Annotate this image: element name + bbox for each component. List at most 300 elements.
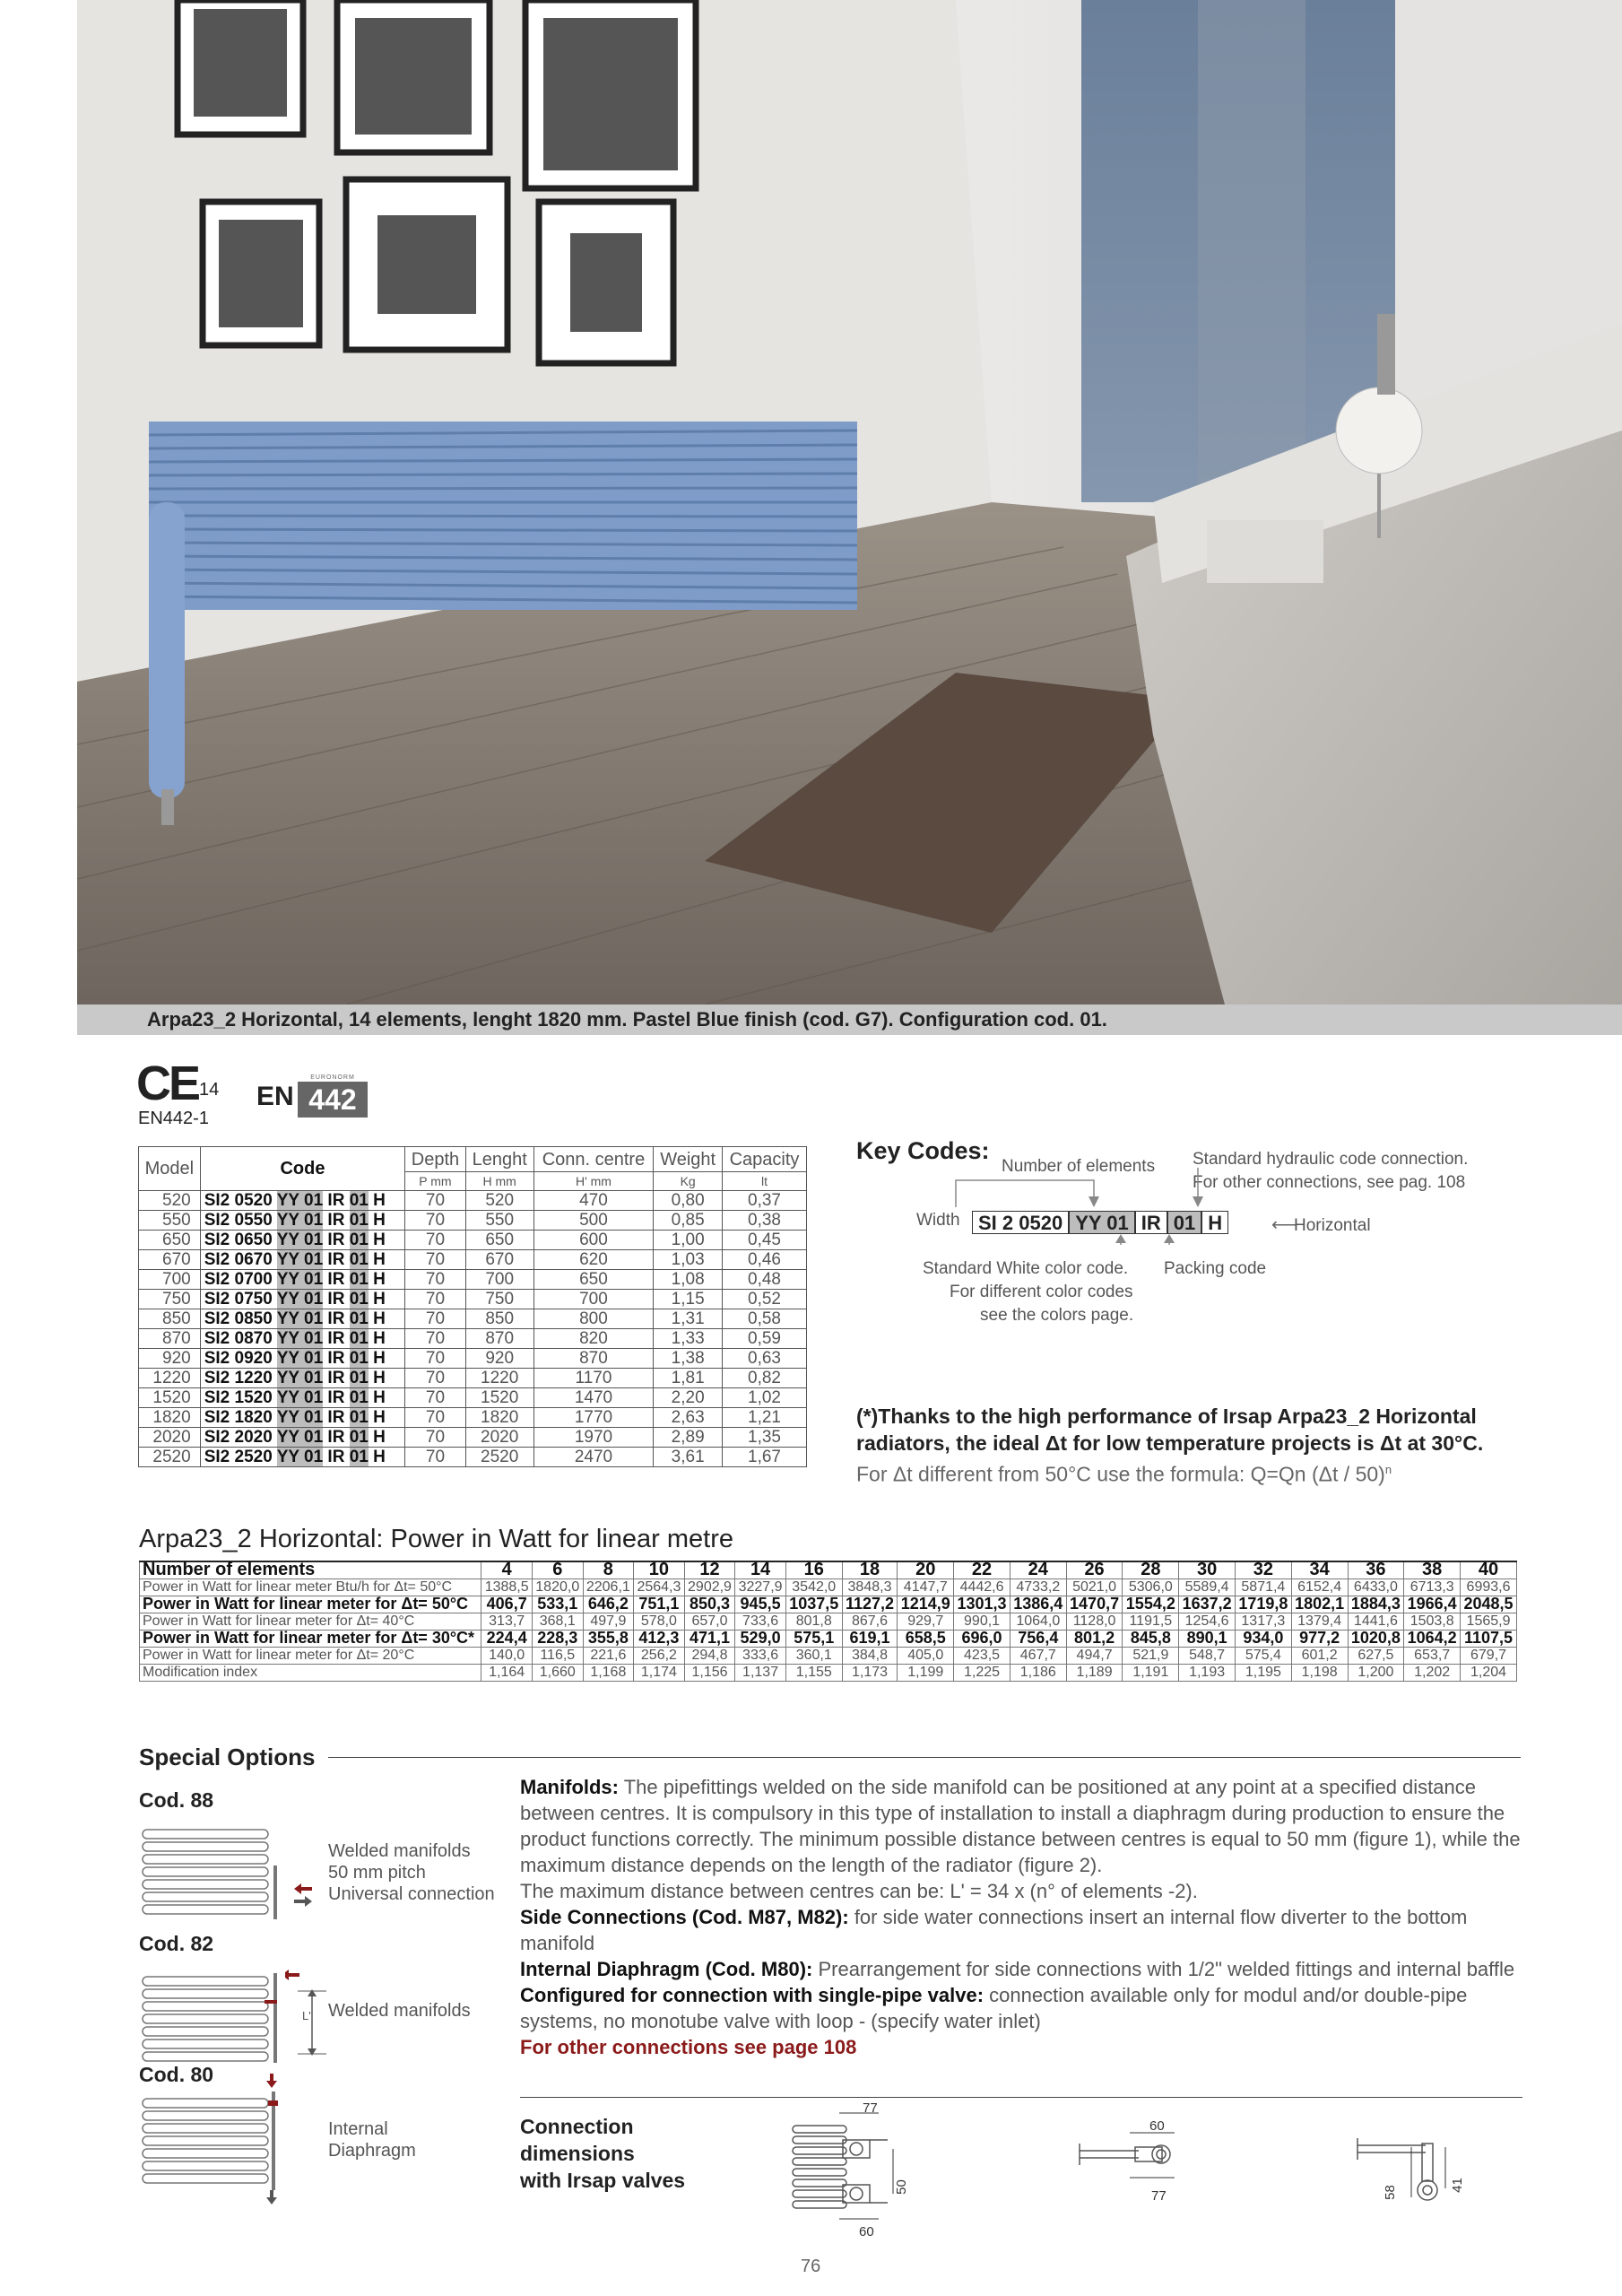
power-row xyxy=(140,1630,1517,1647)
code-cell xyxy=(200,1231,405,1250)
length-cell: 2520 xyxy=(465,1448,533,1467)
standard-code: EN442-1 xyxy=(138,1109,209,1128)
conn-cell: 600 xyxy=(533,1231,654,1250)
power-value-cell: 751,1 xyxy=(634,1596,685,1613)
code-width: SI2 1220 xyxy=(204,1368,273,1387)
cod-80-diagram xyxy=(139,2072,278,2206)
models-table-body xyxy=(139,1191,807,1467)
power-value-cell: 384,8 xyxy=(842,1647,898,1664)
power-value-cell: 412,3 xyxy=(634,1630,685,1647)
power-value-cell: 1191,5 xyxy=(1123,1613,1179,1630)
power-value-cell: 1637,2 xyxy=(1179,1596,1236,1613)
col-weight: Weight xyxy=(654,1147,723,1172)
single-pipe-text: connection available only for modul and/or double-pipe systems, no monotube valve with loop - (specify water inlet) xyxy=(520,1984,1468,2032)
length-cell: 1220 xyxy=(465,1369,533,1388)
code-connection: 01 xyxy=(349,1190,369,1210)
power-value-cell: 1386,4 xyxy=(1010,1596,1066,1613)
dim-60b: 60 xyxy=(1149,2118,1165,2134)
weight-cell: 1,15 xyxy=(654,1290,723,1309)
conn-line2: dimensions xyxy=(520,2142,635,2165)
code-connection: 01 xyxy=(349,1309,369,1328)
conn-cell: 500 xyxy=(533,1211,654,1231)
power-value-cell: 929,7 xyxy=(898,1613,954,1630)
power-value-cell: 4442,6 xyxy=(954,1578,1010,1596)
power-value-cell: 1884,3 xyxy=(1348,1596,1404,1613)
code-ir: IR xyxy=(327,1309,345,1328)
key-part-ir: IR xyxy=(1135,1211,1167,1234)
power-value-cell: 1,174 xyxy=(634,1664,685,1681)
power-value-cell: 1,186 xyxy=(1010,1664,1066,1681)
white-color-line2: For different color codes xyxy=(950,1283,1133,1301)
capacity-cell: 0,37 xyxy=(723,1191,807,1211)
power-header-label: Number of elements xyxy=(140,1561,481,1578)
conn-cell: 1470 xyxy=(533,1388,654,1408)
power-value-cell: 575,1 xyxy=(785,1630,842,1647)
conn-cell: 1970 xyxy=(533,1428,654,1448)
elements-header-cell: 16 xyxy=(785,1561,842,1578)
code-h: H xyxy=(373,1230,386,1249)
code-color: YY 01 xyxy=(276,1447,324,1466)
code-ir: IR xyxy=(327,1328,345,1348)
power-value-cell: 1719,8 xyxy=(1235,1596,1291,1613)
power-value-cell: 801,8 xyxy=(785,1613,842,1630)
cod-80-line1: Internal xyxy=(328,2119,388,2139)
power-value-cell: 1020,8 xyxy=(1348,1630,1404,1647)
code-color: YY 01 xyxy=(276,1309,324,1328)
depth-cell: 70 xyxy=(405,1270,466,1290)
ce-mark xyxy=(136,1057,244,1116)
power-row xyxy=(140,1647,1517,1664)
code-cell xyxy=(200,1388,405,1408)
power-value-cell: 2564,3 xyxy=(634,1578,685,1596)
en-number: 442 xyxy=(298,1082,368,1118)
length-cell: 1520 xyxy=(465,1388,533,1408)
col-code: Code xyxy=(200,1147,405,1191)
code-cell xyxy=(200,1309,405,1329)
cod-88-line2: 50 mm pitch xyxy=(328,1863,426,1883)
code-h: H xyxy=(373,1447,386,1466)
capacity-cell: 1,35 xyxy=(723,1428,807,1448)
std-hydraulic-line1: Standard hydraulic code connection. xyxy=(1193,1150,1469,1169)
code-cell xyxy=(200,1250,405,1270)
power-value-cell: 658,5 xyxy=(898,1630,954,1647)
code-cell xyxy=(200,1349,405,1369)
dim-77b: 77 xyxy=(1151,2188,1167,2204)
model-cell: 1820 xyxy=(139,1408,201,1428)
model-cell: 670 xyxy=(139,1250,201,1270)
power-value-cell: 934,0 xyxy=(1235,1630,1291,1647)
power-value-cell: 1,189 xyxy=(1066,1664,1123,1681)
code-width: SI2 1820 xyxy=(204,1407,273,1427)
length-cell: 750 xyxy=(465,1290,533,1309)
weight-cell: 1,03 xyxy=(654,1250,723,1270)
code-connection: 01 xyxy=(349,1289,369,1309)
white-color-line3: see the colors page. xyxy=(980,1306,1134,1325)
unit-weight: Kg xyxy=(654,1172,723,1191)
power-row-label: Power in Watt for linear meter Btu/h for Δt= 50°C xyxy=(140,1578,481,1596)
capacity-cell: 0,48 xyxy=(723,1270,807,1290)
model-cell: 1220 xyxy=(139,1369,201,1388)
capacity-cell: 0,82 xyxy=(723,1369,807,1388)
page-number: 76 xyxy=(801,2257,821,2276)
code-ir: IR xyxy=(327,1210,345,1230)
code-color: YY 01 xyxy=(276,1328,324,1348)
power-value-cell: 1,199 xyxy=(898,1664,954,1681)
weight-cell: 0,80 xyxy=(654,1191,723,1211)
dim-50: 50 xyxy=(893,2179,909,2195)
conn-cell: 1770 xyxy=(533,1408,654,1428)
interior-photo xyxy=(77,0,1622,1004)
elements-header-cell: 4 xyxy=(481,1561,533,1578)
model-row xyxy=(139,1309,807,1329)
code-color: YY 01 xyxy=(276,1407,324,1427)
power-value-cell: 256,2 xyxy=(634,1647,685,1664)
model-row xyxy=(139,1369,807,1388)
key-part-connection: 01 xyxy=(1167,1211,1201,1234)
elements-header-cell: 38 xyxy=(1404,1561,1461,1578)
length-cell: 520 xyxy=(465,1191,533,1211)
power-value-cell: 368,1 xyxy=(532,1613,583,1630)
key-codes-arrows xyxy=(950,1157,1237,1247)
power-value-cell: 945,5 xyxy=(735,1596,786,1613)
weight-cell: 1,38 xyxy=(654,1349,723,1369)
power-table-body xyxy=(140,1578,1517,1681)
power-value-cell: 867,6 xyxy=(842,1613,898,1630)
ce-logo: CE xyxy=(136,1057,199,1110)
power-value-cell: 627,5 xyxy=(1348,1647,1404,1664)
code-connection: 01 xyxy=(349,1348,369,1368)
code-h: H xyxy=(373,1210,386,1230)
weight-cell: 1,33 xyxy=(654,1329,723,1349)
power-value-cell: 756,4 xyxy=(1010,1630,1066,1647)
model-cell: 870 xyxy=(139,1329,201,1349)
power-value-cell: 1064,2 xyxy=(1404,1630,1461,1647)
code-color: YY 01 xyxy=(276,1427,324,1447)
dim-77a: 77 xyxy=(863,2100,878,2116)
code-ir: IR xyxy=(327,1407,345,1427)
power-value-cell: 1,195 xyxy=(1235,1664,1291,1681)
note-formula: For Δt different from 50°C use the formula: Q=Qn (Δt / 50) xyxy=(856,1462,1385,1486)
unit-length: H mm xyxy=(465,1172,533,1191)
power-value-cell: 1,137 xyxy=(735,1664,786,1681)
model-row xyxy=(139,1211,807,1231)
conn-line3: with Irsap valves xyxy=(520,2169,686,2192)
code-color: YY 01 xyxy=(276,1249,324,1269)
power-value-cell: 548,7 xyxy=(1179,1647,1236,1664)
diaphragm-text: Prearrangement for side connections with 1/2" welded fittings and internal baffle xyxy=(812,1958,1515,1980)
packing-code-label: Packing code xyxy=(1164,1259,1267,1278)
cod-82-diagram xyxy=(139,1964,278,2072)
elements-header-cell: 40 xyxy=(1461,1561,1517,1578)
code-cell xyxy=(200,1408,405,1428)
code-width: SI2 2020 xyxy=(204,1427,273,1447)
power-header-row xyxy=(140,1561,1517,1578)
code-connection: 01 xyxy=(349,1328,369,1348)
elements-header-cell: 24 xyxy=(1010,1561,1066,1578)
diaphragm-heading: Internal Diaphragm (Cod. M80): xyxy=(520,1958,813,1980)
code-color: YY 01 xyxy=(276,1269,324,1289)
model-cell: 920 xyxy=(139,1349,201,1369)
cod-82-line1: Welded manifolds xyxy=(328,2001,471,2021)
power-value-cell: 1,202 xyxy=(1404,1664,1461,1681)
num-elements-label: Number of elements xyxy=(1002,1157,1156,1176)
length-cell: 850 xyxy=(465,1309,533,1329)
power-value-cell: 1966,4 xyxy=(1404,1596,1461,1613)
model-cell: 520 xyxy=(139,1191,201,1211)
power-value-cell: 1214,9 xyxy=(898,1596,954,1613)
depth-cell: 70 xyxy=(405,1191,466,1211)
power-value-cell: 1064,0 xyxy=(1010,1613,1066,1630)
power-value-cell: 1,193 xyxy=(1179,1664,1236,1681)
power-value-cell: 578,0 xyxy=(634,1613,685,1630)
key-codes-title: Key Codes: xyxy=(856,1137,990,1164)
weight-cell: 1,08 xyxy=(654,1270,723,1290)
power-value-cell: 313,7 xyxy=(481,1613,533,1630)
code-width: SI2 0920 xyxy=(204,1348,273,1368)
power-value-cell: 4147,7 xyxy=(898,1578,954,1596)
power-value-cell: 6152,4 xyxy=(1291,1578,1348,1596)
power-value-cell: 1,225 xyxy=(954,1664,1010,1681)
conn-cell: 470 xyxy=(533,1191,654,1211)
code-h: H xyxy=(373,1407,386,1427)
code-h: H xyxy=(373,1328,386,1348)
power-value-cell: 6713,3 xyxy=(1404,1578,1461,1596)
depth-cell: 70 xyxy=(405,1250,466,1270)
model-row xyxy=(139,1329,807,1349)
power-value-cell: 1820,0 xyxy=(532,1578,583,1596)
power-value-cell: 5021,0 xyxy=(1066,1578,1123,1596)
power-value-cell: 3542,0 xyxy=(785,1578,842,1596)
weight-cell: 3,61 xyxy=(654,1448,723,1467)
power-value-cell: 5306,0 xyxy=(1123,1578,1179,1596)
length-cell: 870 xyxy=(465,1329,533,1349)
code-width: SI2 2520 xyxy=(204,1447,273,1466)
description-divider xyxy=(520,2097,1522,2098)
power-value-cell: 850,3 xyxy=(684,1596,735,1613)
length-cell: 920 xyxy=(465,1349,533,1369)
power-table xyxy=(139,1561,1517,1682)
code-width: SI2 0650 xyxy=(204,1230,273,1249)
power-value-cell: 1254,6 xyxy=(1179,1613,1236,1630)
model-row xyxy=(139,1191,807,1211)
model-cell: 550 xyxy=(139,1211,201,1231)
length-cell: 1820 xyxy=(465,1408,533,1428)
flow-arrows-icon xyxy=(294,1882,317,1909)
elements-header-cell: 6 xyxy=(532,1561,583,1578)
model-row xyxy=(139,1428,807,1448)
power-value-cell: 801,2 xyxy=(1066,1630,1123,1647)
power-value-cell: 890,1 xyxy=(1179,1630,1236,1647)
unit-capacity: lt xyxy=(723,1172,807,1191)
model-row xyxy=(139,1290,807,1309)
unit-conn: H' mm xyxy=(533,1172,654,1191)
conn-cell: 800 xyxy=(533,1309,654,1329)
depth-cell: 70 xyxy=(405,1231,466,1250)
weight-cell: 0,85 xyxy=(654,1211,723,1231)
code-color: YY 01 xyxy=(276,1210,324,1230)
code-ir: IR xyxy=(327,1249,345,1269)
depth-cell: 70 xyxy=(405,1448,466,1467)
power-value-cell: 6993,6 xyxy=(1461,1578,1517,1596)
conn-cell: 870 xyxy=(533,1349,654,1369)
power-row xyxy=(140,1664,1517,1681)
length-cell: 700 xyxy=(465,1270,533,1290)
code-cell xyxy=(200,1290,405,1309)
power-value-cell: 696,0 xyxy=(954,1630,1010,1647)
models-table xyxy=(138,1146,807,1467)
model-cell: 1520 xyxy=(139,1388,201,1408)
code-connection: 01 xyxy=(349,1368,369,1387)
capacity-cell: 0,45 xyxy=(723,1231,807,1250)
power-value-cell: 533,1 xyxy=(532,1596,583,1613)
power-value-cell: 1127,2 xyxy=(842,1596,898,1613)
depth-cell: 70 xyxy=(405,1369,466,1388)
capacity-cell: 0,52 xyxy=(723,1290,807,1309)
power-value-cell: 1503,8 xyxy=(1404,1613,1461,1630)
code-h: H xyxy=(373,1309,386,1328)
power-value-cell: 1565,9 xyxy=(1461,1613,1517,1630)
power-row xyxy=(140,1578,1517,1596)
capacity-cell: 0,58 xyxy=(723,1309,807,1329)
power-value-cell: 1,173 xyxy=(842,1664,898,1681)
power-value-cell: 333,6 xyxy=(735,1647,786,1664)
power-value-cell: 619,1 xyxy=(842,1630,898,1647)
elements-header-cell: 8 xyxy=(583,1561,634,1578)
code-width: SI2 0550 xyxy=(204,1210,273,1230)
dim-41: 41 xyxy=(1449,2178,1465,2193)
power-value-cell: 1,168 xyxy=(583,1664,634,1681)
power-value-cell: 3848,3 xyxy=(842,1578,898,1596)
white-color-line1: Standard White color code. xyxy=(923,1259,1129,1278)
note-exponent: n xyxy=(1384,1463,1392,1476)
power-value-cell: 653,7 xyxy=(1404,1647,1461,1664)
depth-cell: 70 xyxy=(405,1388,466,1408)
valve-diagram-3 xyxy=(1354,2135,1453,2215)
power-value-cell: 4733,2 xyxy=(1010,1578,1066,1596)
code-h: H xyxy=(373,1387,386,1407)
power-value-cell: 1,191 xyxy=(1123,1664,1179,1681)
horizontal-label: Horizontal xyxy=(1294,1216,1371,1235)
code-width: SI2 0670 xyxy=(204,1249,273,1269)
code-cell xyxy=(200,1428,405,1448)
conn-line1: Connection xyxy=(520,2115,634,2138)
code-h: H xyxy=(373,1368,386,1387)
code-connection: 01 xyxy=(349,1427,369,1447)
elements-header-cell: 12 xyxy=(684,1561,735,1578)
performance-note xyxy=(856,1403,1533,1488)
power-value-cell: 406,7 xyxy=(481,1596,533,1613)
power-value-cell: 679,7 xyxy=(1461,1647,1517,1664)
power-value-cell: 467,7 xyxy=(1010,1647,1066,1664)
code-ir: IR xyxy=(327,1447,345,1466)
model-cell: 750 xyxy=(139,1290,201,1309)
elements-header-cell: 26 xyxy=(1066,1561,1123,1578)
code-color: YY 01 xyxy=(276,1289,324,1309)
valve-diagram-1 xyxy=(789,2099,932,2242)
power-value-cell: 228,3 xyxy=(532,1630,583,1647)
conn-cell: 820 xyxy=(533,1329,654,1349)
model-cell: 2520 xyxy=(139,1448,201,1467)
cod-80-label: Cod. 80 xyxy=(139,2063,214,2086)
code-cell xyxy=(200,1211,405,1231)
code-connection: 01 xyxy=(349,1230,369,1249)
code-connection: 01 xyxy=(349,1387,369,1407)
model-row xyxy=(139,1408,807,1428)
code-cell xyxy=(200,1448,405,1467)
code-connection: 01 xyxy=(349,1210,369,1230)
std-hydraulic-line2: For other connections, see pag. 108 xyxy=(1193,1173,1466,1192)
code-cell xyxy=(200,1270,405,1290)
power-value-cell: 5871,4 xyxy=(1235,1578,1291,1596)
power-value-cell: 1128,0 xyxy=(1066,1613,1123,1630)
other-connections-link[interactable]: For other connections see page 108 xyxy=(520,2036,857,2058)
depth-cell: 70 xyxy=(405,1309,466,1329)
model-row xyxy=(139,1231,807,1250)
power-value-cell: 601,2 xyxy=(1291,1647,1348,1664)
weight-cell: 1,31 xyxy=(654,1309,723,1329)
code-ir: IR xyxy=(327,1348,345,1368)
depth-cell: 70 xyxy=(405,1290,466,1309)
dim-58: 58 xyxy=(1382,2185,1398,2200)
conn-cell: 650 xyxy=(533,1270,654,1290)
code-color: YY 01 xyxy=(276,1230,324,1249)
capacity-cell: 1,02 xyxy=(723,1388,807,1408)
code-h: H xyxy=(373,1289,386,1309)
special-description xyxy=(520,1774,1522,2060)
power-value-cell: 405,0 xyxy=(898,1647,954,1664)
weight-cell: 2,63 xyxy=(654,1408,723,1428)
capacity-cell: 0,38 xyxy=(723,1211,807,1231)
power-value-cell: 1,156 xyxy=(684,1664,735,1681)
elements-header-cell: 18 xyxy=(842,1561,898,1578)
code-cell xyxy=(200,1191,405,1211)
depth-cell: 70 xyxy=(405,1329,466,1349)
weight-cell: 1,00 xyxy=(654,1231,723,1250)
length-cell: 2020 xyxy=(465,1428,533,1448)
power-value-cell: 1441,6 xyxy=(1348,1613,1404,1630)
power-row-label: Power in Watt for linear meter for Δt= 50°C xyxy=(140,1596,481,1613)
model-cell: 2020 xyxy=(139,1428,201,1448)
col-model: Model xyxy=(139,1147,201,1191)
power-value-cell: 529,0 xyxy=(735,1630,786,1647)
side-connections-heading: Side Connections (Cod. M87, M82): xyxy=(520,1906,849,1928)
power-row xyxy=(140,1596,1517,1613)
cod-82-label: Cod. 82 xyxy=(139,1932,214,1955)
power-value-cell: 423,5 xyxy=(954,1647,1010,1664)
power-value-cell: 1,164 xyxy=(481,1664,533,1681)
conn-cell: 1170 xyxy=(533,1369,654,1388)
model-cell: 700 xyxy=(139,1270,201,1290)
power-value-cell: 1,198 xyxy=(1291,1664,1348,1681)
code-h: H xyxy=(373,1427,386,1447)
power-row-label: Power in Watt for linear meter for Δt= 40°C xyxy=(140,1613,481,1630)
power-value-cell: 1554,2 xyxy=(1123,1596,1179,1613)
elements-header-cell: 22 xyxy=(954,1561,1010,1578)
capacity-cell: 1,67 xyxy=(723,1448,807,1467)
weight-cell: 2,89 xyxy=(654,1428,723,1448)
code-connection: 01 xyxy=(349,1407,369,1427)
col-depth: Depth xyxy=(405,1147,466,1172)
model-row xyxy=(139,1388,807,1408)
power-row-label: Power in Watt for linear meter for Δt= 20°C xyxy=(140,1647,481,1664)
power-value-cell: 977,2 xyxy=(1291,1630,1348,1647)
power-value-cell: 1,660 xyxy=(532,1664,583,1681)
power-value-cell: 6433,0 xyxy=(1348,1578,1404,1596)
power-value-cell: 294,8 xyxy=(684,1647,735,1664)
lprime-label: L' xyxy=(302,2009,311,2022)
model-row xyxy=(139,1250,807,1270)
power-value-cell: 221,6 xyxy=(583,1647,634,1664)
